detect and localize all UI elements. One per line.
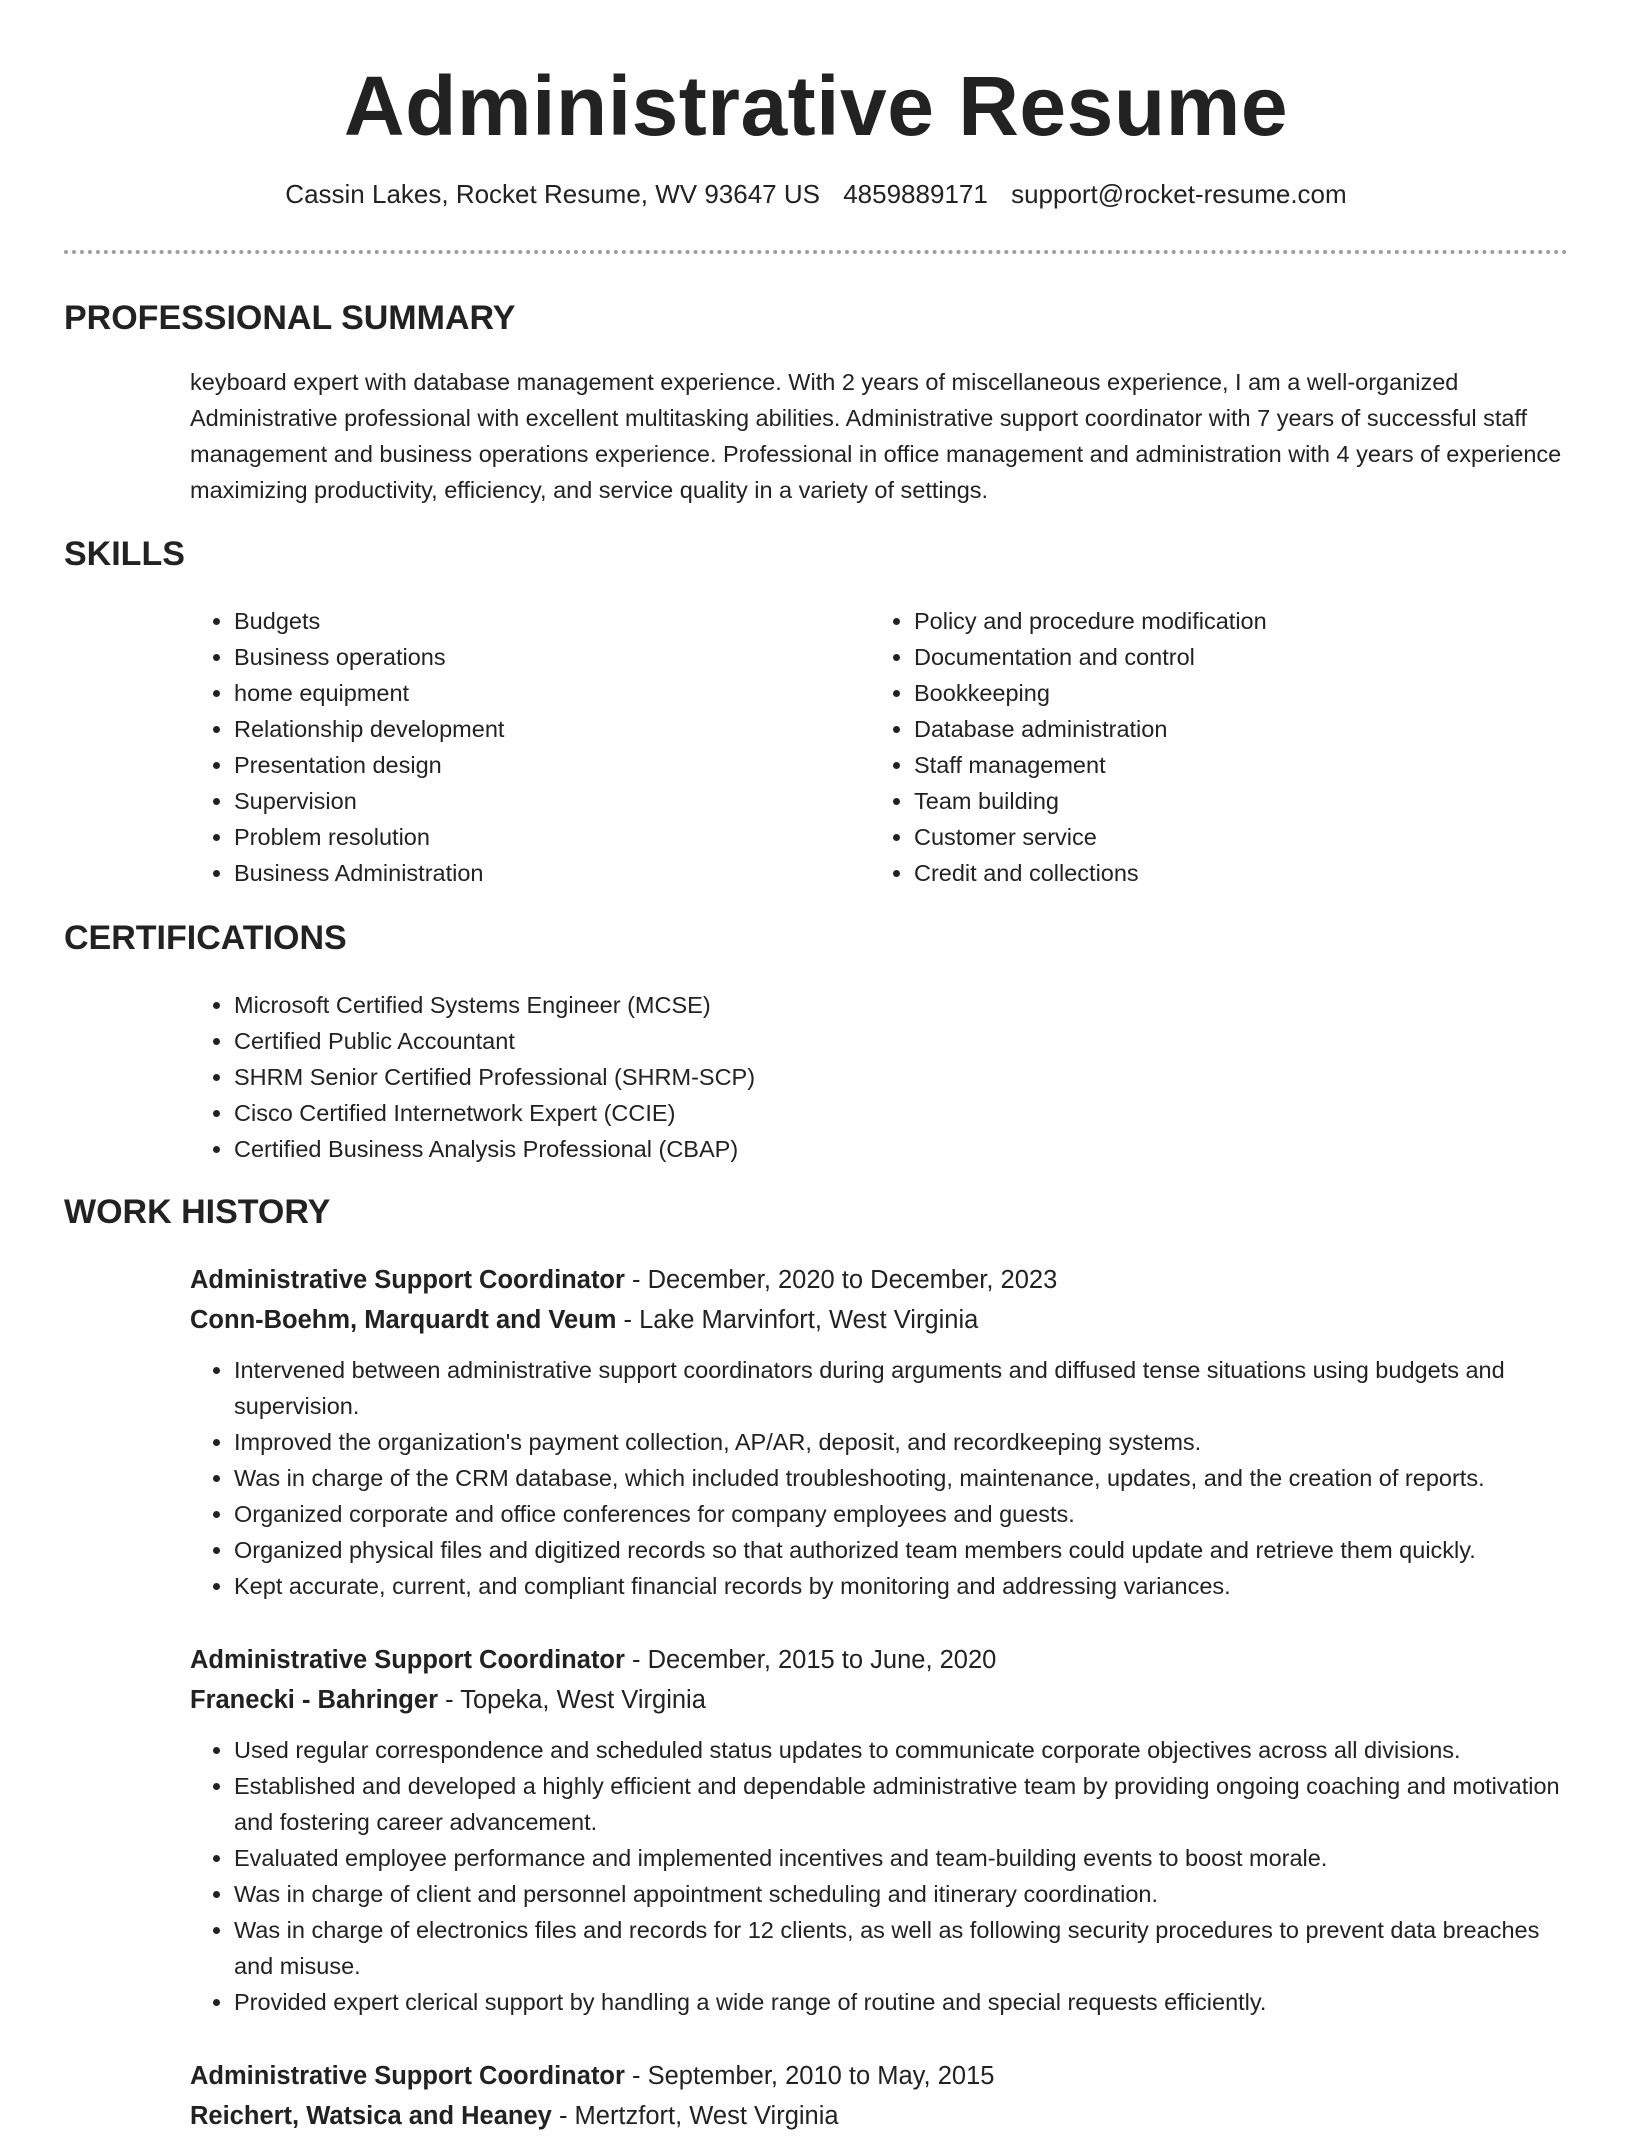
skill-item: • Policy and procedure modification (914, 603, 1550, 639)
certifications-heading: CERTIFICATIONS (64, 919, 347, 957)
job-duty: • Improved the organization's payment collection, AP/AR, deposit, and recordkeeping systems. (234, 1424, 1570, 1460)
work-history-heading: WORK HISTORY (64, 1193, 331, 1231)
certification-item: • Cisco Certified Internetwork Expert (CCIE) (234, 1095, 755, 1131)
job-location: - Topeka, West Virginia (438, 1686, 706, 1714)
skill-item: • Staff management (914, 747, 1550, 783)
job-duty: • Was in charge of electronics files and records for 12 clients, as well as following security procedures to prevent data breaches and misuse. (234, 1912, 1570, 1984)
job-duty: • Organized corporate and office conferences for company employees and guests. (234, 1496, 1570, 1532)
job-duty: • Provided expert clerical support by handling a wide range of routine and special requests efficiently. (234, 1984, 1570, 2020)
job-duty: • Was in charge of client and personnel appointment scheduling and itinerary coordination. (234, 1876, 1570, 1912)
skill-item: • Database administration (914, 711, 1550, 747)
skill-item: • home equipment (234, 675, 830, 711)
skill-item: • Budgets (234, 603, 830, 639)
job-location: - Mertzfort, West Virginia (551, 2102, 839, 2130)
skill-item: • Bookkeeping (914, 675, 1550, 711)
skill-item: • Customer service (914, 819, 1550, 855)
job-title: Administrative Support Coordinator (190, 2062, 625, 2090)
skill-item: • Problem resolution (234, 819, 830, 855)
job-title: Administrative Support Coordinator (190, 1646, 625, 1674)
summary-text: keyboard expert with database management experience. With 2 years of miscellaneous experience, I am a well-organized Administrative professional with excellent multitasking abilities. Administrative support coordinator with 7 years of successful staff management and business operations experience. Professional in office management and administration with 4 years of experience maximizing productivity, efficiency, and service quality in a variety of settings. (190, 369, 1562, 503)
job-company-line (190, 2096, 1570, 2136)
job-duty: • Evaluated employee performance and implemented incentives and team-building events to boost morale. (234, 1840, 1570, 1876)
certification-item: • Microsoft Certified Systems Engineer (MCSE) (234, 987, 755, 1023)
job-company: Conn-Boehm, Marquardt and Veum (190, 1306, 617, 1334)
job-location: - Lake Marvinfort, West Virginia (616, 1306, 979, 1334)
skill-item: • Team building (914, 783, 1550, 819)
skills-heading: SKILLS (64, 535, 185, 573)
resume-page (64, 0, 1568, 2130)
skills-list-right (870, 603, 1550, 891)
job-title: Administrative Support Coordinator (190, 1266, 625, 1294)
job-duty: • Kept accurate, current, and compliant financial records by monitoring and addressing variances. (234, 1568, 1570, 1604)
job-duty: • Used regular correspondence and scheduled status updates to communicate corporate objectives across all divisions. (234, 1732, 1570, 1768)
job-dates: - December, 2020 to December, 2023 (624, 1266, 1058, 1294)
certifications-list (190, 987, 755, 1167)
job-entry (190, 1260, 1570, 1604)
summary-heading: PROFESSIONAL SUMMARY (64, 299, 516, 337)
job-entry (190, 1640, 1570, 2020)
skill-item: • Business operations (234, 639, 830, 675)
certification-item: • SHRM Senior Certified Professional (SHRM-SCP) (234, 1059, 755, 1095)
skill-item: • Documentation and control (914, 639, 1550, 675)
job-company-line (190, 1300, 1570, 1340)
contact-address: Cassin Lakes, Rocket Resume, WV 93647 US (285, 179, 820, 209)
skills-column-right (870, 603, 1550, 891)
job-duty: • Intervened between administrative support coordinators during arguments and diffused tense situations using budgets and supervision. (234, 1352, 1570, 1424)
skill-item: • Supervision (234, 783, 830, 819)
job-duty: • Organized physical files and digitized records so that authorized team members could update and retrieve them quickly. (234, 1532, 1570, 1568)
header-divider (64, 250, 1568, 254)
skill-item: • Relationship development (234, 711, 830, 747)
skill-item: • Business Administration (234, 855, 830, 891)
job-entry (190, 2056, 1570, 2136)
contact-email[interactable]: support@rocket-resume.com (1011, 179, 1347, 209)
skill-item: • Presentation design (234, 747, 830, 783)
contact-line (64, 176, 1568, 212)
job-dates: - September, 2010 to May, 2015 (624, 2062, 995, 2090)
resume-title: Administrative Resume (343, 59, 1289, 153)
certification-item: • Certified Business Analysis Professional (CBAP) (234, 1131, 755, 1167)
job-dates: - December, 2015 to June, 2020 (624, 1646, 997, 1674)
skills-list-left (190, 603, 830, 891)
job-title-line (190, 1260, 1570, 1300)
job-duties-list (190, 1732, 1570, 2020)
contact-phone: 4859889171 (843, 179, 988, 209)
job-company: Franecki - Bahringer (190, 1686, 438, 1714)
job-company-line (190, 1680, 1570, 1720)
skills-column-left (190, 603, 830, 891)
job-duty: • Established and developed a highly efficient and dependable administrative team by providing ongoing coaching and motivation and fostering career advancement. (234, 1768, 1570, 1840)
job-duties-list (190, 1352, 1570, 1604)
job-title-line (190, 2056, 1570, 2096)
job-duty: • Was in charge of the CRM database, which included troubleshooting, maintenance, updates, and the creation of reports. (234, 1460, 1570, 1496)
certification-item: • Certified Public Accountant (234, 1023, 755, 1059)
certifications-block (190, 987, 755, 1167)
skill-item: • Credit and collections (914, 855, 1550, 891)
job-company: Reichert, Watsica and Heaney (190, 2102, 552, 2130)
job-title-line (190, 1640, 1570, 1680)
